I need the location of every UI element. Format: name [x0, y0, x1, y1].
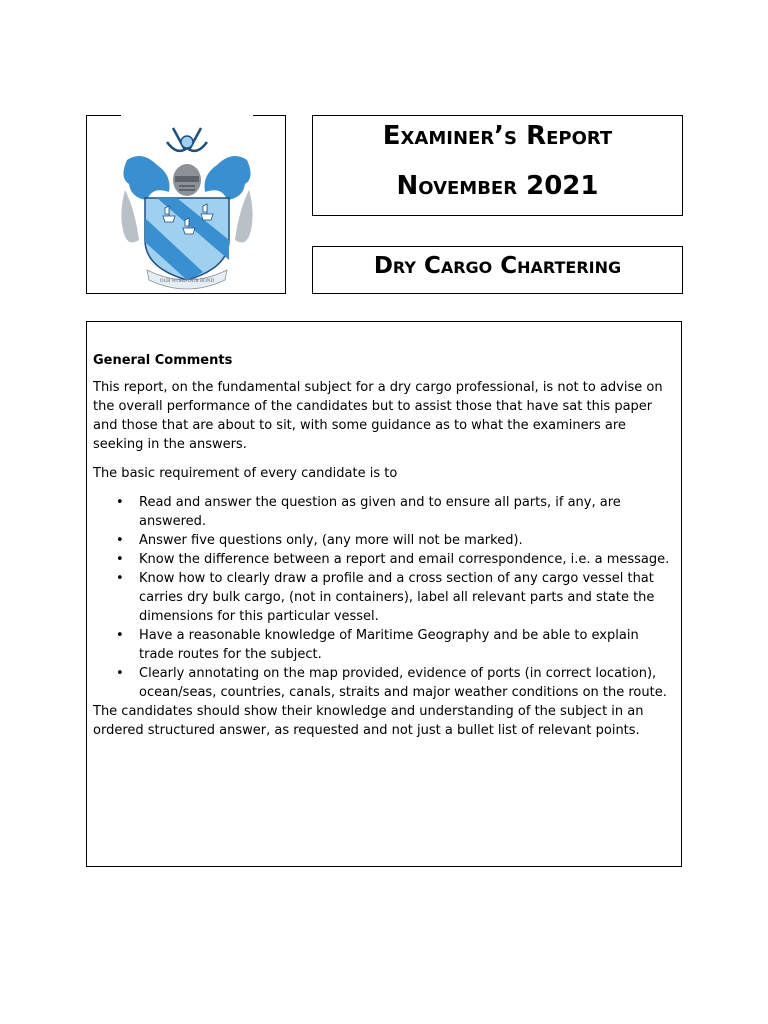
requirements-list: [93, 493, 674, 702]
subject-box: [312, 246, 683, 294]
list-item: [93, 493, 674, 531]
institute-crest-logo: [117, 120, 257, 290]
logo-box-gap: [121, 114, 253, 118]
bullet-icon: •: [116, 552, 124, 567]
list-item-text: Have a reasonable knowledge of Maritime Geography and be able to explain trade routes for the subject.: [139, 628, 639, 662]
subject-title: Dry Cargo Chartering: [373, 253, 622, 279]
list-item: [93, 531, 674, 550]
list-item-text: Answer five questions only, (any more will not be marked).: [139, 533, 523, 548]
report-date: November 2021: [396, 171, 599, 201]
bullet-icon: •: [116, 495, 124, 510]
bullet-icon: •: [116, 666, 124, 681]
general-comments-box: [86, 321, 682, 867]
list-item: [93, 626, 674, 664]
star-emblem-icon: [181, 136, 193, 148]
requirement-lead: The basic requirement of every candidate is to: [93, 466, 398, 481]
bullet-icon: •: [116, 571, 124, 586]
list-item-text: Clearly annotating on the map provided, evidence of ports (in correct location), ocean/seas, countries, canals, straits and major weather conditions on the route.: [139, 666, 667, 700]
list-item-text: Know how to clearly draw a profile and a cross section of any cargo vessel that carries dry bulk cargo, (not in containers), label all relevant parts and state the dimensions for this particular vessel.: [139, 571, 655, 624]
bullet-icon: •: [116, 628, 124, 643]
list-item: [93, 664, 674, 702]
closing-paragraph: The candidates should show their knowledge and understanding of the subject in an ordered structured answer, as requested and not just a bullet list of relevant points.: [93, 704, 644, 738]
section-heading: General Comments: [93, 353, 233, 368]
crest-logo-box: [86, 115, 286, 294]
left-mantling: [123, 156, 169, 200]
list-item-text: Read and answer the question as given and to ensure all parts, if any, are answered.: [139, 495, 621, 529]
report-title-box: [312, 115, 683, 216]
list-item-text: Know the difference between a report and email correspondence, i.e. a message.: [139, 552, 670, 567]
list-item: [93, 550, 674, 569]
crest-motto: OUR WORD OUR BOND: [159, 279, 215, 284]
report-title: Examiner’s Report: [382, 121, 613, 151]
intro-paragraph: This report, on the fundamental subject for a dry cargo professional, is not to advise on the overall performance of the candidates but to assist those that have sat this paper and those that are about to sit, with some guidance as to what the examiners are seeking in the answers.: [93, 380, 663, 452]
bullet-icon: •: [116, 533, 124, 548]
list-item: [93, 569, 674, 626]
helmet-icon: [173, 164, 201, 196]
right-mantling: [205, 156, 251, 200]
